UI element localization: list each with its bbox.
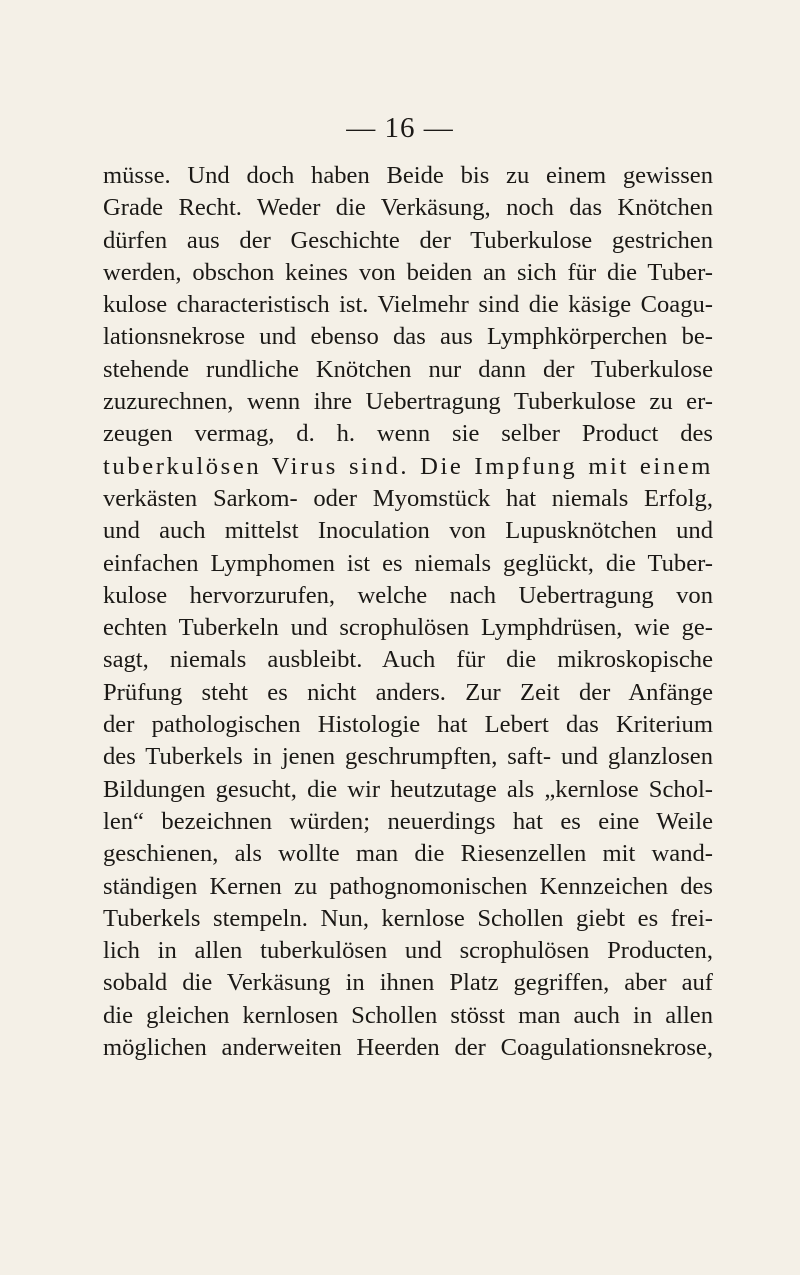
page-number: — 16 —	[346, 112, 454, 144]
text-line: sagt, niemals ausbleibt. Auch für die mikroskopische	[103, 646, 713, 674]
text-line: zuzurechnen, wenn ihre Uebertragung Tuberkulose zu er-	[103, 388, 713, 416]
text-line: stehende rundliche Knötchen nur dann der Tuberkulose	[103, 355, 713, 383]
text-line: echten Tuberkeln und scrophulösen Lymphdrüsen, wie ge-	[103, 614, 713, 642]
text-line: werden, obschon keines von beiden an sich für die Tuber-	[103, 258, 713, 286]
text-line: möglichen anderweiten Heerden der Coagulationsnekrose,	[103, 1034, 713, 1062]
text-line: einfachen Lymphomen ist es niemals geglückt, die Tuber-	[103, 549, 713, 577]
text-line: Bildungen gesucht, die wir heutzutage als „kernlose Schol-	[103, 775, 713, 803]
text-line: Prüfung steht es nicht anders. Zur Zeit der Anfänge	[103, 678, 713, 706]
text-line: kulose characteristisch ist. Vielmehr sind die käsige Coagu-	[103, 291, 713, 319]
text-line: ständigen Kernen zu pathognomonischen Kennzeichen des	[103, 872, 713, 900]
page-header	[0, 112, 800, 145]
text-line: sobald die Verkäsung in ihnen Platz gegriffen, aber auf	[103, 969, 713, 997]
text-line: dürfen aus der Geschichte der Tuberkulose gestrichen	[103, 226, 713, 254]
text-line: lich in allen tuberkulösen und scrophulösen Producten,	[103, 937, 713, 965]
body-text	[103, 160, 713, 1064]
text-line: Grade Recht. Weder die Verkäsung, noch das Knötchen	[103, 194, 713, 222]
text-line: geschienen, als wollte man die Riesenzellen mit wand-	[103, 840, 713, 868]
text-line: len“ bezeichnen würden; neuerdings hat es eine Weile	[103, 807, 713, 835]
text-line: Tuberkels stempeln. Nun, kernlose Schollen giebt es frei-	[103, 904, 713, 932]
text-line: der pathologischen Histologie hat Lebert das Kriterium	[103, 711, 713, 739]
text-line: die gleichen kernlosen Schollen stösst man auch in allen	[103, 1001, 713, 1029]
text-line: lationsnekrose und ebenso das aus Lymphkörperchen be-	[103, 323, 713, 351]
text-line: des Tuberkels in jenen geschrumpften, saft- und glanzlosen	[103, 743, 713, 771]
text-line: tuberkulösen Virus sind. Die Impfung mit einem	[103, 452, 713, 480]
text-line: zeugen vermag, d. h. wenn sie selber Product des	[103, 420, 713, 448]
text-line: müsse. Und doch haben Beide bis zu einem gewissen	[103, 162, 713, 189]
text-line: kulose hervorzurufen, welche nach Uebertragung von	[103, 581, 713, 609]
text-line: und auch mittelst Inoculation von Lupusknötchen und	[103, 517, 713, 545]
text-line: verkästen Sarkom- oder Myomstück hat niemals Erfolg,	[103, 484, 713, 512]
